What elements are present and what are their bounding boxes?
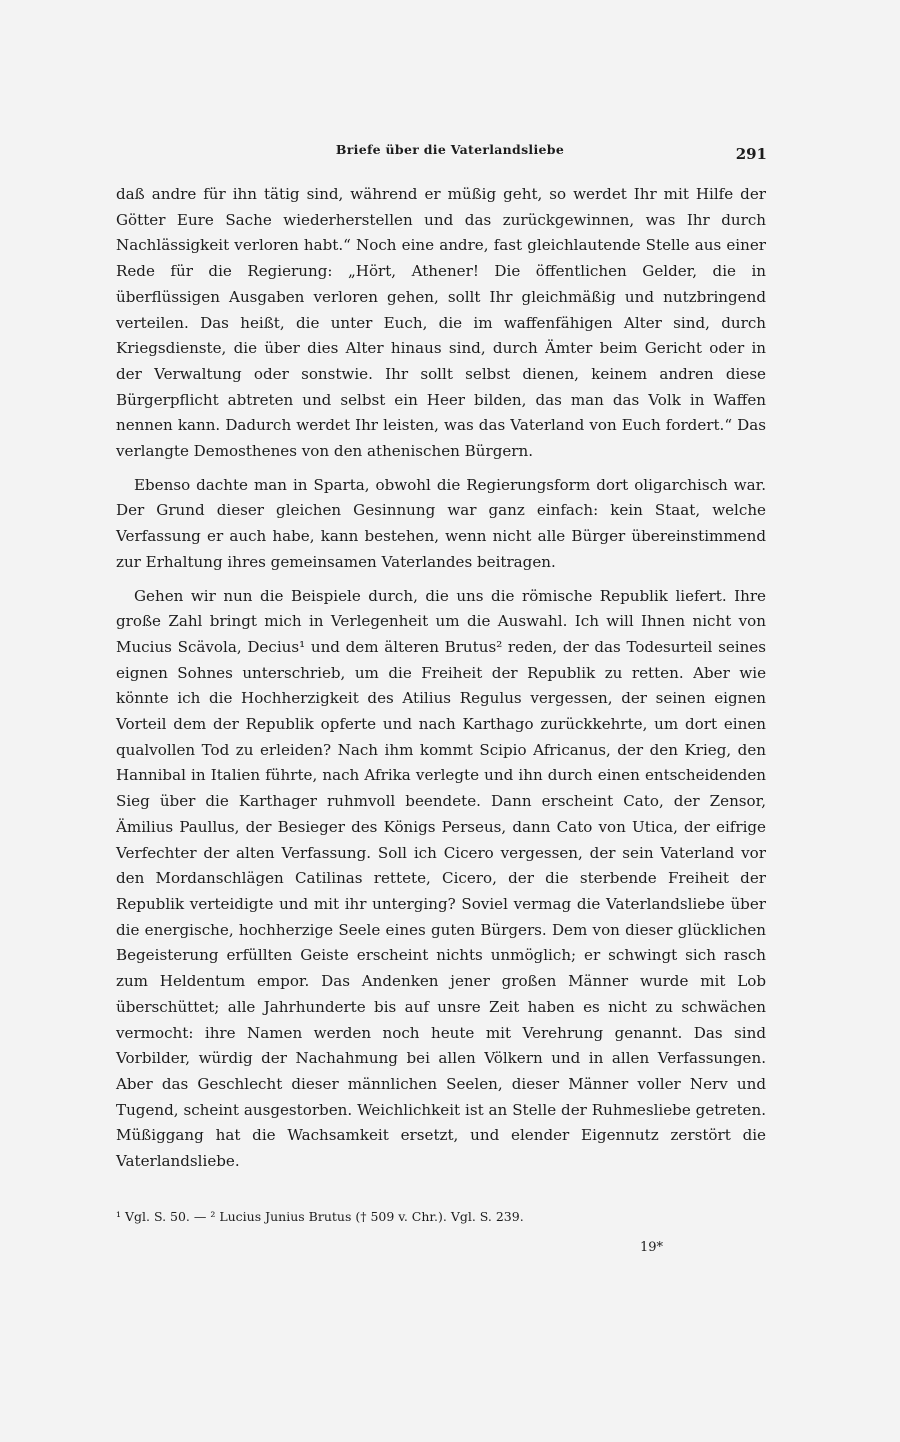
running-title: Briefe über die Vaterlandsliebe <box>335 142 565 157</box>
paragraph: daß andre für ihn tätig sind, während er müßig geht, so werdet Ihr mit Hilfe der Götter Eure Sache wiederherstellen und das zurückgewinnen, was Ihr durch Nachlässigkeit verloren habt.“ Noch eine andre, fast gleichlautende Stelle aus einer Rede für die Regierung: „Hört, Athener! Die öffentlichen Gelder, die in überflüssigen Ausgaben verloren gehen, sollt Ihr gleichmäßig und nutzbringend verteilen. Das heißt, die unter Euch, die im waffenfähigen Alter sind, durch Kriegsdienste, die über dies Alter hinaus sind, durch Ämter beim Gericht oder in der Verwaltung oder sonstwie. Ihr sollt selbst dienen, keinem andren diese Bürgerpflicht abtreten und selbst ein Heer bilden, das man das Volk in Waffen nennen kann. Dadurch werdet Ihr leisten, was das Vaterland von Euch fordert.“ Das verlangte Demosthenes von den athenischen Bürgern. <box>116 185 766 461</box>
printer-signature: 19* <box>640 1240 664 1255</box>
page-number: 291 <box>735 145 767 163</box>
body-text <box>116 182 766 1183</box>
paragraph: Gehen wir nun die Beispiele durch, die uns die römische Republik liefert. Ihre große Zahl bringt mich in Verlegenheit um die Auswahl. Ich will Ihnen nicht von Mucius Scävola, Decius¹ und dem älteren Brutus² reden, der das Todesurteil seines eignen Sohnes unterschrieb, um die Freiheit der Republik zu retten. Aber wie könnte ich die Hochherzigkeit des Atilius Regulus vergessen, der seinen eignen Vorteil dem der Republik opferte und nach Karthago zurückkehrte, um dort einen qualvollen Tod zu erleiden? Nach ihm kommt Scipio Africanus, der den Krieg, den Hannibal in Italien führte, nach Afrika verlegte und ihn durch einen entscheidenden Sieg über die Karthager ruhmvoll beendete. Dann erscheint Cato, der Zensor, Ämilius Paullus, der Besieger des Königs Perseus, dann Cato von Utica, der eifrige Verfechter der alten Verfassung. Soll ich Cicero vergessen, der sein Vaterland vor den Mordanschlägen Catilinas rettete, Cicero, der die sterbende Freiheit der Republik verteidigte und mit ihr unterging? Soviel vermag die Vaterlandsliebe über die energische, hochherzige Seele eines guten Bürgers. Dem von dieser glücklichen Begeisterung erfüllten Geiste erscheint nichts unmöglich; er schwingt sich rasch zum Heldentum empor. Das Andenken jener großen Männer wurde mit Lob überschüttet; alle Jahrhunderte bis auf unsre Zeit haben es nicht zu schwächen vermocht: ihre Namen werden noch heute mit Verehrung genannt. Das sind Vorbilder, würdig der Nachahmung bei allen Völkern und in allen Verfassungen. Aber das Geschlecht dieser männlichen Seelen, dieser Männer voller Nerv und Tugend, scheint ausgestorben. Weichlichkeit ist an Stelle der Ruhmesliebe getreten. Müßiggang hat die Wachsamkeit ersetzt, und elender Eigennutz zerstört die Vaterlandsliebe. <box>116 586 766 1171</box>
paragraph: Ebenso dachte man in Sparta, obwohl die Regierungsform dort oligarchisch war. Der Grund dieser gleichen Gesinnung war ganz einfach: kein Staat, welche Verfassung er auch habe, kann bestehen, wenn nicht alle Bürger übereinstimmend zur Erhaltung ihres gemeinsamen Vaterlandes beitragen. <box>116 475 766 571</box>
footnotes: ¹ Vgl. S. 50. — ² Lucius Junius Brutus († 509 v. Chr.). Vgl. S. 239. <box>116 1209 524 1224</box>
